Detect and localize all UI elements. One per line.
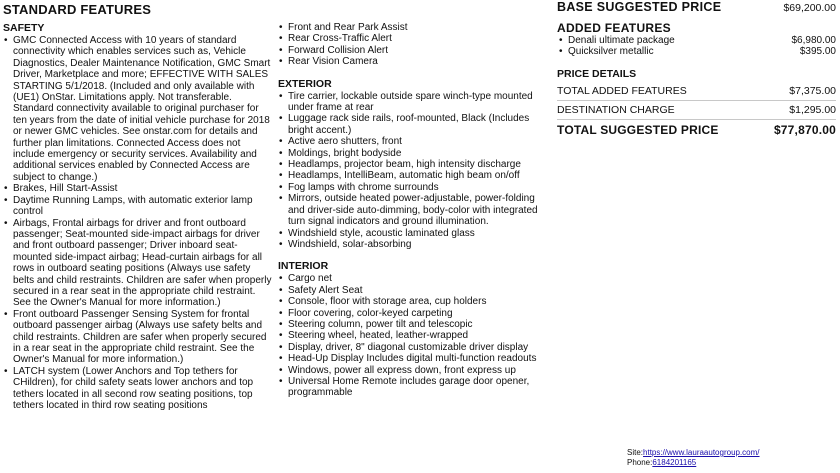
exterior-heading: EXTERIOR bbox=[278, 77, 332, 90]
site-link[interactable]: https://www.lauraautogroup.com/ bbox=[643, 448, 760, 457]
feature-item: • Windows, power all express down, front express up bbox=[278, 365, 546, 376]
phone-link[interactable]: 6184201165 bbox=[652, 458, 697, 467]
feature-item: • GMC Connected Access with 10 years of standard connectivity which enables services such as, Vehicle Diagnostics, Dealer Maintenance Notification, GMC Smart Driver, Marketplace and more; EFFECTIVE WITH SALES STARTING 5/1/2018. (Included and only available with (UE1) OnStar. Limitations apply. Not transferable. Standard connectivity available to original purchaser for ten years from the date of initial vehicle purchase for 2018 or newer GMC vehicles. See onstar.com for details and further plan limitations. Connected Access does not include emergency or security services. Availability and additional services enabled by Connected Access are subject to change.) bbox=[3, 35, 273, 183]
feature-item: • Moldings, bright bodyside bbox=[278, 148, 546, 159]
feature-item: • Headlamps, IntelliBeam, automatic high beam on/off bbox=[278, 170, 546, 181]
phone-line bbox=[627, 458, 760, 468]
added-feature-name: • Denali ultimate package bbox=[557, 35, 675, 46]
safety-list bbox=[3, 35, 273, 411]
feature-item: • Safety Alert Seat bbox=[278, 285, 546, 296]
feature-item: • Brakes, Hill Start-Assist bbox=[3, 183, 273, 194]
feature-item: • Steering column, power tilt and telescopic bbox=[278, 319, 546, 330]
interior-heading: INTERIOR bbox=[278, 260, 329, 273]
base-price-row bbox=[557, 0, 836, 14]
destination-value: $1,295.00 bbox=[789, 104, 836, 116]
added-feature-row bbox=[557, 46, 836, 57]
total-added-value: $7,375.00 bbox=[789, 85, 836, 97]
feature-item: • Floor covering, color-keyed carpeting bbox=[278, 308, 546, 319]
feature-item: • Luggage rack side rails, roof-mounted, Black (Includes bright accent.) bbox=[278, 113, 546, 136]
destination-row bbox=[557, 101, 836, 120]
added-feature-price: $6,980.00 bbox=[791, 35, 836, 46]
feature-item: • Airbags, Frontal airbags for driver and front outboard passenger; Seat-mounted side-impact airbags for driver and front outboard passenger; Driver inboard seat-mounted side-impact airbag; Head-curtain airbags for all rows in outboard seating positions (Always use safety belts and child restraints. Children are safer when properly secured in a rear seat in the appropriate child restraint. See the Owner's Manual for more information.) bbox=[3, 218, 273, 309]
feature-item: • Cargo net bbox=[278, 273, 546, 284]
destination-label: DESTINATION CHARGE bbox=[557, 104, 675, 116]
feature-item: • Display, driver, 8" diagonal customizable driver display bbox=[278, 342, 546, 353]
feature-item: • Steering wheel, heated, leather-wrapped bbox=[278, 330, 546, 341]
left-column bbox=[3, 22, 273, 411]
feature-item: • Front and Rear Park Assist bbox=[278, 22, 546, 33]
added-feature-row bbox=[557, 35, 836, 46]
feature-item: • Windshield, solar-absorbing bbox=[278, 239, 546, 250]
page-title: STANDARD FEATURES bbox=[3, 2, 152, 17]
feature-item: • Forward Collision Alert bbox=[278, 45, 546, 56]
total-added-label: TOTAL ADDED FEATURES bbox=[557, 85, 687, 97]
feature-item: • Tire carrier, lockable outside spare winch-type mounted under frame at rear bbox=[278, 91, 546, 114]
added-feature-price: $395.00 bbox=[799, 46, 836, 57]
feature-item: • Daytime Running Lamps, with automatic exterior lamp control bbox=[3, 195, 273, 218]
feature-item: • Rear Vision Camera bbox=[278, 56, 546, 67]
dealer-footer bbox=[627, 448, 760, 468]
feature-item: • Windshield style, acoustic laminated glass bbox=[278, 228, 546, 239]
price-details-heading: PRICE DETAILS bbox=[557, 68, 637, 80]
feature-item: • Mirrors, outside heated power-adjustable, power-folding and driver-side auto-dimming, body-color with integrated turn signal indicators and ground illumination. bbox=[278, 193, 546, 227]
total-price-label: TOTAL SUGGESTED PRICE bbox=[557, 123, 719, 137]
site-label: Site: bbox=[627, 448, 644, 457]
base-price-label: BASE SUGGESTED PRICE bbox=[557, 0, 722, 14]
feature-item: • Front outboard Passenger Sensing System for frontal outboard passenger airbag (Always use safety belts and child restraints. Children are safer when properly secured in a rear seat in the appropriate child restraint. See the Owner's Manual for more information.) bbox=[3, 309, 273, 366]
total-added-row bbox=[557, 82, 836, 101]
exterior-list bbox=[278, 91, 546, 251]
feature-item: • Universal Home Remote includes garage door opener, programmable bbox=[278, 376, 546, 399]
interior-list bbox=[278, 273, 546, 398]
total-price-value: $77,870.00 bbox=[773, 123, 836, 137]
pricing-panel bbox=[557, 0, 836, 140]
feature-item: • Console, floor with storage area, cup holders bbox=[278, 296, 546, 307]
added-feature-name: • Quicksilver metallic bbox=[557, 46, 654, 57]
middle-column bbox=[278, 22, 546, 399]
feature-item: • Head-Up Display Includes digital multi-function readouts bbox=[278, 353, 546, 364]
feature-item: • LATCH system (Lower Anchors and Top tethers for CHildren), for child safety seats lower anchors and top tethers located in all second row seating positions, top tethers located in third row seating positions bbox=[3, 366, 273, 412]
base-price-value: $69,200.00 bbox=[783, 2, 836, 14]
safety-list-continued bbox=[278, 22, 546, 68]
feature-item: • Rear Cross-Traffic Alert bbox=[278, 33, 546, 44]
added-features-heading: ADDED FEATURES bbox=[557, 21, 671, 35]
feature-item: • Fog lamps with chrome surrounds bbox=[278, 182, 546, 193]
total-price-row bbox=[557, 120, 836, 140]
phone-label: Phone: bbox=[627, 458, 653, 467]
site-line bbox=[627, 448, 760, 458]
feature-item: • Active aero shutters, front bbox=[278, 136, 546, 147]
feature-item: • Headlamps, projector beam, high intensity discharge bbox=[278, 159, 546, 170]
safety-heading: SAFETY bbox=[3, 22, 45, 34]
